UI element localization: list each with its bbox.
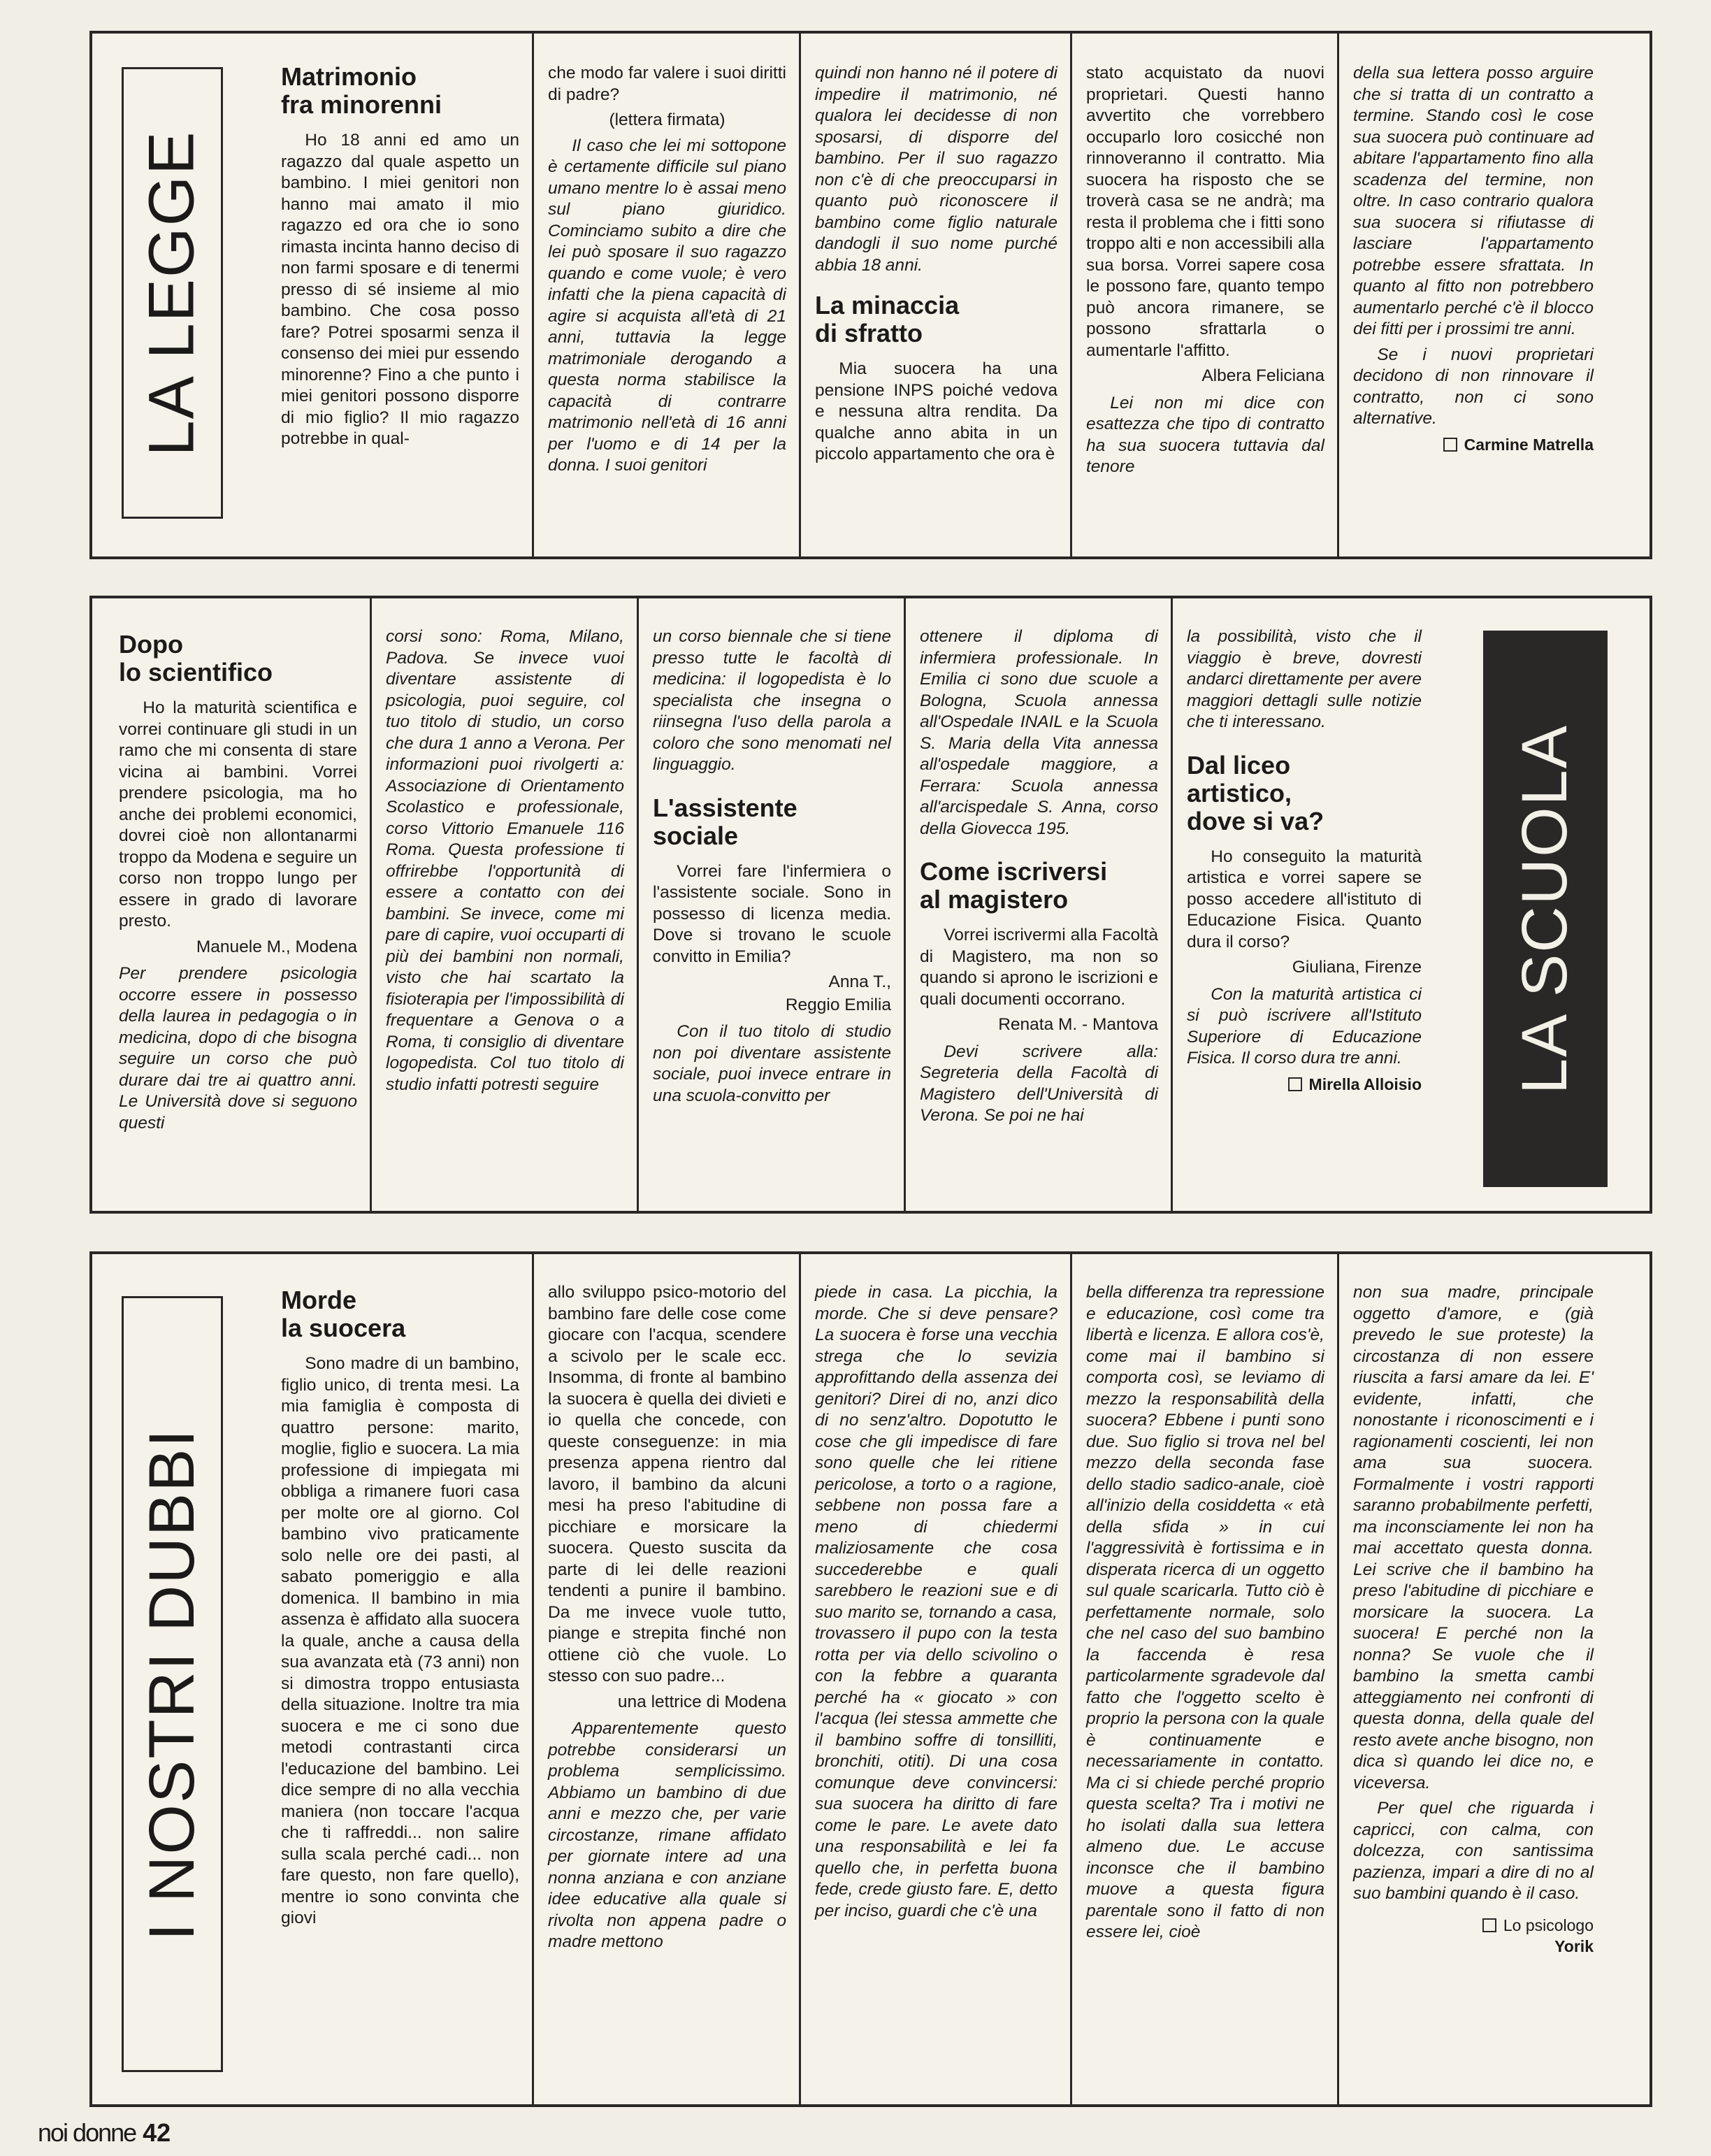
answer-text: della sua lettera posso arguire che si tratta di un contratto a termine. Stando così le cose sua suocera può continuare ad abitare l'appartamento fino alla scadenza del termine, non oltre. In caso contrario qualora sua suocera si rifiutasse di lasciare l'appartamento potrebbe essere sfrattata. In quanto al fitto non potrebbero aumentarlo perché c'è il blocco dei fitti per i prossimi tre anni.: [1353, 64, 1594, 338]
letter-text: stato acquistato da nuovi proprietari. Questi hanno avvertito che vorrebbero occuparlo loro cosicché non rinnoveranno il contratto. Mia suocera ha risposto che se troverà casa se ne andrà; ma resta il problema che i fitti sono troppo alti e non accessibili alla sua borsa. Vorrei sapere cosa le possono fare, quanto tempo può ancora rimanere, se possono sfrattarla o aumentarle l'affitto.: [1086, 64, 1324, 360]
answer-text: un corso biennale che si tiene presso tutte le facoltà di medicina: il logopedista è lo specialista che insegna o riinsegna l'uso della parola a coloro che sono menomati nel linguaggio.: [653, 627, 891, 774]
square-bullet-icon: [1288, 1077, 1302, 1091]
section-label-legge: [122, 67, 223, 519]
author-byline: Mirella Alloisio: [1187, 1074, 1422, 1095]
article-title: Morde la suocera: [281, 1286, 406, 1342]
answer-text: Con la maturità artistica ci si può iscrivere all'Istituto Superiore di Educazione Fisica. Il corso dura tre anni.: [1187, 984, 1422, 1068]
letter-text: che modo far valere i suoi diritti di padre?: [548, 64, 786, 104]
article-column: [1074, 1254, 1339, 2104]
article-column: [535, 1254, 801, 2104]
article-title: Dopo lo scientifico: [119, 630, 273, 687]
section-i-nostri-dubbi: [89, 1251, 1652, 2107]
article-title: Matrimonio fra minorenni: [281, 62, 442, 119]
letter-signature: Albera Feliciana: [1201, 366, 1324, 385]
article-column: [1341, 34, 1606, 556]
answer-text: Lei non mi dice con esattezza che tipo di contratto ha sua suocera tuttavia dal tenore: [1086, 393, 1324, 476]
article-column: [907, 598, 1173, 1211]
author-byline: Lo psicologo: [1353, 1915, 1594, 1936]
answer-text: ottenere il diploma di infermiera professionale. In Emilia ci sono due scuole a Bologna, Scuola annessa all'Ospedale INAIL e la Scuola S. Maria della Vita annessa all'ospedale maggiore, a Ferrara: Scuola annessa all'arcispedale S. Anna, corso della Giovecca 195.: [920, 627, 1158, 838]
answer-text: Il caso che lei mi sottopone è certamente difficile sul piano umano mentre lo è assai meno sul piano giuridico. Cominciamo subito a dire che lei può sposare il suo ragazzo quando e come vuole; è vero infatti che la piena capacità di agire si acquista all'età di 21 anni, tuttavia la legge matrimoniale derogando a questa norma stabilisce la capacità di contrarre matrimonio nell'età di 16 anni per l'uomo e di 14 per la donna. I suoi genitori: [548, 136, 786, 475]
article-column: [802, 1254, 1072, 2104]
page-number: 42: [143, 2118, 171, 2147]
letter-signature: Reggio Emilia: [785, 995, 891, 1014]
letter-text: Ho 18 anni ed amo un ragazzo dal quale aspetto un bambino. I miei genitori non hanno mai amato il mio ragazzo ed ora che io sono rimasta incinta hanno deciso di non farmi sposare e di tenermi presso di sé insieme al mio bambino. Che cosa posso fare? Potrei sposarmi senza il consenso dei miei pur essendo minorenne? Fino a che punto i miei genitori possono disporre di mio figlio? Il mio ragazzo potrebbe in qual-: [281, 131, 519, 448]
letter-text: Sono madre di un bambino, figlio unico, di trenta mesi. La mia famiglia è composta di quattro persone: marito, moglie, figlio e suocera. La mia professione di impiegata mi obbliga a rimanere fuori casa per molte ore al giorno. Col bambino vivo praticamente solo nelle ore dei pasti, al sabato pomeriggio e alla domenica. Il bambino in mia assenza è affidato alla suocera la quale, anche a causa della sua avanzata età (73 anni) non si dimostra troppo entusiasta della situazione. Inoltre tra mia suocera e me ci sono due metodi contrastanti circa l'educazione del bambino. Lei dice sempre di no alla vecchia maniera (non toccare l'acqua che ti raffreddi... non salire sulla scala perché cadi... non fare questo, non fare quello), mentre io sono convinta che giovi: [281, 1354, 519, 1927]
article-column: [640, 598, 906, 1211]
section-la-legge: [89, 31, 1652, 559]
answer-text: bella differenza tra repressione e educazione, così come tra libertà e licenza. E allora cos'è, come mai il bambino si comporta così, se leviamo di mezzo la responsabilità della suocera? Ebbene i punti sono due. Suo figlio si trova nel bel mezzo della seconda fase dello stadio sadico-anale, cioè all'inizio della cosiddetta « età della sfida » in cui l'aggressività è fortissima e in disperata ricerca di un oggetto sul quale scaricarla. Tutto ciò è perfettamente normale, solo che nel caso del suo bambino la faccenda è resa particolarmente sgradevole dal fatto che l'oggetto scelto è proprio la persona con la quale è continuamente e necessariamente in contatto. Ma ci si chiede perché proprio questa scelta? Tra i motivi ne ho isolati dalla sua lettera almeno due. Le accuse inconsce che il bambino muove a questa figura parentale sono il fatto di non essere lei, cioè: [1086, 1283, 1324, 1941]
answer-text: Apparentemente questo potrebbe considerarsi un problema semplicissimo. Abbiamo un bambino di due anni e mezzo che, per varie circostanze, rimane affidato per giornate intere ad una nonna anziana e con anziane idee educative alla quale si rivolta non appena padre o madre mettono: [548, 1719, 786, 1951]
letter-text: Ho conseguito la maturità artistica e vorrei sapere se posso accedere all'istituto di Educazione Fisica. Quanto dura il corso?: [1187, 847, 1422, 951]
answer-text: quindi non hanno né il potere di impedire il matrimonio, né qualora lei decidesse di non sposarsi, di disporre del bambino. Per il suo ragazzo non c'è di che preoccuparsi in quanto può riconoscere il bambino come figlio naturale dandogli il suo nome purché abbia 18 anni.: [815, 64, 1057, 275]
article-column: [1074, 34, 1339, 556]
letter-text: Ho la maturità scientifica e vorrei continuare gli studi in un ramo che mi consenta di stare vicina ai bambini. Vorrei prendere psicologia, ma ho anche dei problemi economici, dovrei cioè non allontanarmi troppo da Modena e seguire un corso non troppo lungo per essere in grado di lavorare presto.: [119, 698, 357, 930]
section-label-dubbi: [122, 1296, 223, 2072]
letter-signature: una lettrice di Modena: [617, 1692, 786, 1711]
answer-text: Con il tuo titolo di studio non poi diventare assistente sociale, puoi invece entrare in una scuola-convitto per: [653, 1022, 891, 1105]
answer-text: non sua madre, principale oggetto d'amore, e (già prevedo le sue proteste) la circostanza di non essere riuscita a farsi amare da lei. E' evidente, infatti, che nonostante i riconoscimenti e i ragionamenti coscienti, lei non ama sua suocera. Formalmente i vostri rapporti saranno probabilmente perfetti, ma inconsciamente lei non ha mai accettato questa donna. Lei scrive che il bambino ha preso l'abitudine di picchiare e morsicare la suocera. La suocera! E perché non la nonna? Se vuole che il bambino la smetta cambi atteggiamento nei confronti di questa donna, della quale del resto avete anche bisogno, non dica sì quando lei dice no, e viceversa.: [1353, 1283, 1594, 1792]
article-column: [268, 1254, 534, 2104]
answer-text: Per quel che riguarda i capricci, con calma, con dolcezza, con santissima pazienza, impari a dire di no al suo bambini quando è il caso.: [1353, 1799, 1594, 1903]
article-title: La minaccia di sfratto: [815, 291, 960, 347]
answer-text: Se i nuovi proprietari decidono di non rinnovare il contratto, non ci sono alternative.: [1353, 345, 1594, 428]
page-footer: [38, 2118, 171, 2148]
letter-text: Vorrei iscrivermi alla Facoltà di Magistero, ma non so quando si aprono le iscrizioni e quali documenti occorrano.: [920, 926, 1158, 1009]
section-title: LA LEGGE: [136, 129, 208, 457]
article-title: L'assistente sociale: [653, 793, 797, 850]
square-bullet-icon: [1482, 1918, 1496, 1932]
author-byline: Carmine Matrella: [1353, 434, 1594, 456]
answer-text: la possibilità, visto che il viaggio è breve, dovresti andarci direttamente per avere maggiori dettagli sulle notizie che ti interessano.: [1187, 627, 1422, 731]
letter-text: Vorrei fare l'infermiera o l'assistente sociale. Sono in possesso di licenza media. Dove si trovano le scuole convitto in Emilia?: [653, 861, 891, 966]
letter-text: allo sviluppo psico-motorio del bambino fare delle cose come giocare con l'acqua, scendere a scivolo per le scale ecc. Insomma, di fronte al bambino la suocera è quella dei divieti e io quella che concede, con queste conseguenze: in mia presenza appena rientro dal lavoro, il bambino da alcuni mesi ha preso l'abitudine di picchiare e morsicare la suocera. Questo suscita da parte di lei delle reazioni tendenti a punire il bambino. Da me invece vuole tutto, piange e strepita finché non ottiene ciò che vuole. Lo stesso con suo padre...: [548, 1283, 786, 1686]
section-title: LA SCUOLA: [1509, 724, 1581, 1094]
article-column: [1341, 1254, 1606, 2104]
section-label-scuola: [1483, 631, 1608, 1187]
answer-text: corsi sono: Roma, Milano, Padova. Se invece vuoi diventare assistente di psicologia, puoi seguire, col tuo titolo di studio, un corso che dura 1 anno a Verona. Per informazioni puoi rivolgerti a: Associazione di Orientamento Scolastico e professionale, corso Vittorio Emanuele 116 Roma. Questa professione ti offrirebbe l'opportunità di essere a contatto con dei bambini. Se invece, come mi pare di capire, vuoi occuparti di più dei bambini non normali, visto che hai scartato la fisioterapia per l'impossibilità di frequentare a Genova o a Roma, ti consiglio di diventare logopedista. Col tuo titolo di studio infatti potresti seguire: [386, 627, 624, 1094]
article-title: Dal liceo artistico, dove si va?: [1187, 750, 1324, 835]
answer-text: Per prendere psicologia occorre essere in possesso della laurea in pedagogia o in medicina, dopo di che bisogna seguire un corso che può durare dai tre ai quattro anni. Le Università dove si seguono questi: [119, 964, 357, 1133]
magazine-name: noi donne: [38, 2118, 136, 2147]
letter-text: Mia suocera ha una pensione INPS poiché vedova e nessuna altra rendita. Da qualche anno abita in un piccolo appartamento che ora è: [815, 359, 1057, 463]
article-column: [1174, 598, 1434, 1211]
article-title: Come iscriversi al magistero: [920, 857, 1108, 914]
square-bullet-icon: [1443, 438, 1457, 452]
section-title: I NOSTRI DUBBI: [136, 1428, 208, 1941]
letter-signature: Manuele M., Modena: [196, 937, 357, 956]
section-la-scuola: [89, 596, 1652, 1214]
letter-signature: Anna T.,: [828, 972, 891, 991]
author-name: Yorik: [1554, 1937, 1594, 1955]
article-column: [268, 34, 534, 556]
article-column: [802, 34, 1072, 556]
letter-signature: (lettera firmata): [609, 110, 725, 129]
answer-text: piede in casa. La picchia, la morde. Che si deve pensare? La suocera è forse una vecchia strega che lo sevizia approfittando della assenza dei genitori? Direi di no, anzi dico di no senz'altro. Dopotutto le cose che gli impedisce di fare sono quelle che lei ritiene pericolose, a torto o a ragione, sebbene non possa fare a meno di chiedermi maliziosamente che cosa succederebbe e quali sarebbero le reazioni sue e di suo marito se, tornando a casa, trovassero il pupo con la testa rotta per via dello scivolino o con la febbre a quaranta perché ha « giocato » con l'acqua (lei stessa ammette che il bambino soffre di tonsilliti, bronchiti, otiti). Di una cosa comunque deve convincersi: sua suocera ha diritto di fare come le pare. Le avete dato una responsabilità e lei fa quello che, in perfetta buona fede, crede giusto fare. E, detto per inciso, guardi che c'è una: [815, 1283, 1057, 1920]
article-column: [535, 34, 801, 556]
article-column: [373, 598, 639, 1211]
article-column: [106, 598, 372, 1211]
letter-signature: Renata M. - Mantova: [998, 1015, 1158, 1034]
letter-signature: Giuliana, Firenze: [1292, 958, 1422, 977]
answer-text: Devi scrivere alla: Segreteria della Facoltà di Magistero dell'Università di Verona. Se poi ne hai: [920, 1042, 1158, 1125]
